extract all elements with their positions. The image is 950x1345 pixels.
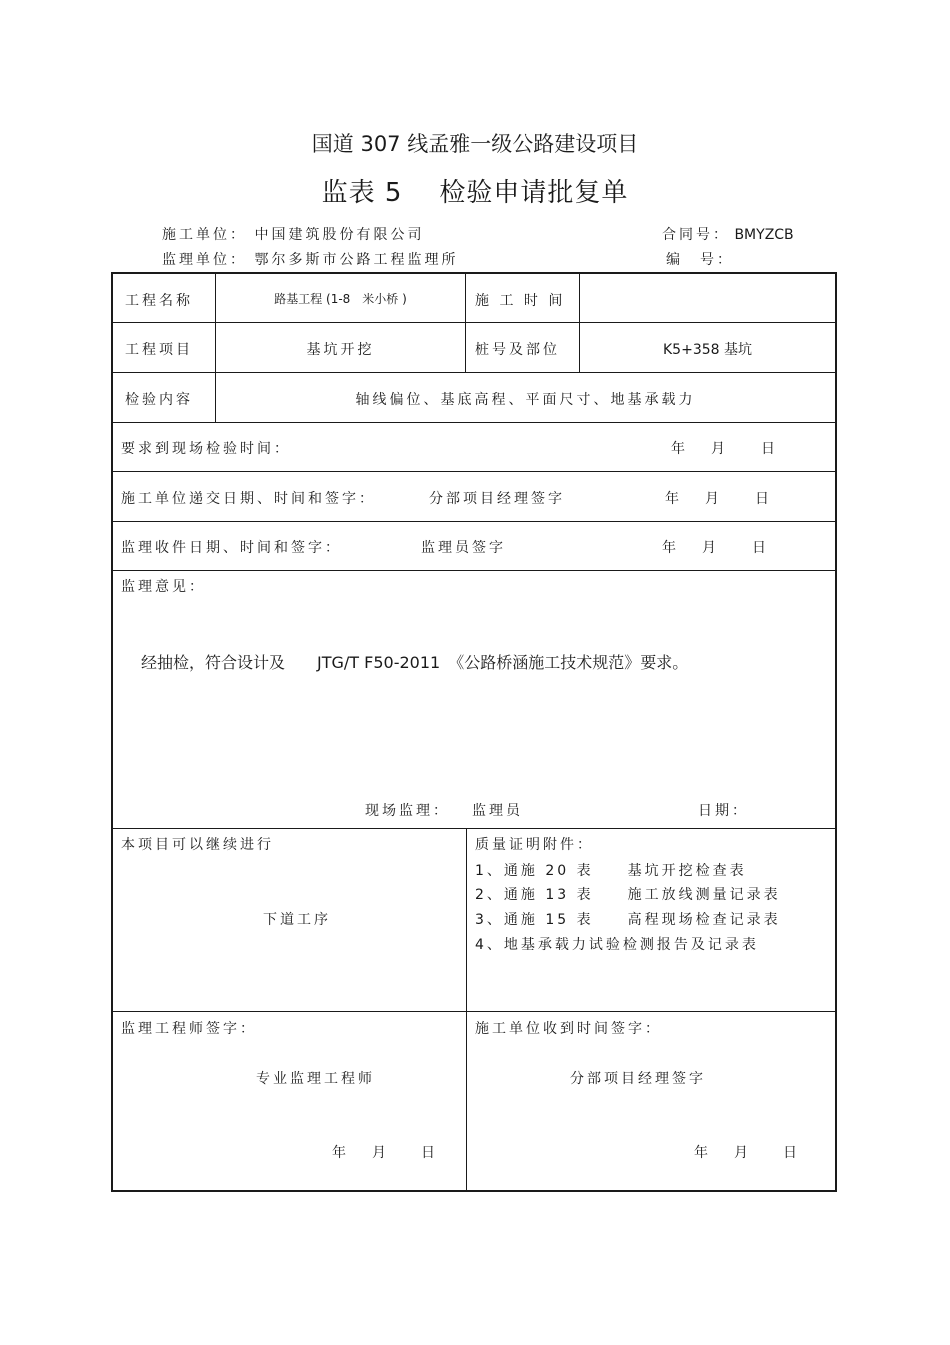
row-line-8 — [113, 1011, 835, 1012]
receive-label: 监理收件日期、时间和签字： — [121, 540, 342, 556]
row-line-6 — [113, 570, 835, 571]
approval-form-table — [111, 272, 837, 1192]
submit-month: 月 — [705, 491, 719, 507]
contractor-receipt-label: 施工单位收到时间签字： — [475, 1021, 662, 1037]
document-title: 国道 307 线孟雅一级公路建设项目 — [311, 132, 639, 156]
col-line-lower — [466, 828, 467, 1190]
construction-time-label: 施 工 时 间 — [475, 293, 566, 309]
receive-signer: 监理员签字 — [421, 540, 506, 556]
inspection-content-label: 检验内容 — [125, 392, 193, 408]
row-line-5 — [113, 521, 835, 522]
attachment-item: 2、通施 13 表 施工放线测量记录表 — [475, 887, 781, 903]
receipt-month: 月 — [734, 1145, 748, 1161]
form-title: 监表 5 检验申请批复单 — [321, 178, 629, 208]
serial-label: 编 号： — [666, 252, 734, 268]
submit-day: 日 — [755, 491, 769, 507]
receive-month: 月 — [702, 540, 716, 556]
requested-year: 年 — [671, 441, 685, 457]
next-process: 下道工序 — [263, 912, 331, 928]
project-item-value: 基坑开挖 — [306, 342, 375, 358]
opinion-text: 经抽检，符合设计及 JTG/T F50-2011 《公路桥涵施工技术规范》要求。 — [141, 653, 689, 672]
supervisor-label: 监理单位： — [162, 252, 247, 268]
attachment-item: 1、通施 20 表 基坑开挖检查表 — [475, 863, 747, 879]
engineer-month: 月 — [372, 1145, 386, 1161]
supervisor-line — [162, 249, 458, 269]
contractor-receipt-signer: 分部项目经理签字 — [570, 1071, 706, 1087]
row-line-2 — [113, 372, 835, 373]
attachments-label: 质量证明附件： — [475, 837, 594, 853]
submit-year: 年 — [665, 491, 679, 507]
engineer-signer: 专业监理工程师 — [256, 1071, 375, 1087]
opinion-label: 监理意见： — [121, 579, 206, 595]
receipt-day: 日 — [783, 1145, 797, 1161]
station-value: K5+358 基坑 — [663, 342, 752, 358]
engineer-signature-label: 监理工程师签字： — [121, 1021, 257, 1037]
row-line-3 — [113, 422, 835, 423]
receive-year: 年 — [662, 540, 676, 556]
continue-label: 本项目可以继续进行 — [121, 837, 274, 853]
submit-label: 施工单位递交日期、时间和签字： — [121, 491, 376, 507]
submit-signer: 分部项目经理签字 — [429, 491, 565, 507]
contract-no: BMYZCB — [734, 227, 794, 243]
station-label: 桩号及部位 — [475, 342, 560, 358]
attachment-item: 3、通施 15 表 高程现场检查记录表 — [475, 912, 781, 928]
supervisor-name: 鄂尔多斯市公路工程监理所 — [254, 252, 459, 268]
requested-month: 月 — [711, 441, 725, 457]
receipt-year: 年 — [694, 1145, 708, 1161]
site-supervisor-label: 现场监理： — [365, 803, 450, 819]
contractor-name: 中国建筑股份有限公司 — [254, 227, 425, 243]
row-line-4 — [113, 471, 835, 472]
project-name-label: 工程名称 — [125, 293, 193, 309]
contract-no-line — [662, 224, 794, 244]
col-line-mid — [465, 274, 466, 372]
project-name-value: 路基工程 (1-8 米小桥 ) — [274, 292, 407, 306]
contractor-label: 施工单位： — [162, 227, 247, 243]
attachment-item: 4、地基承载力试验检测报告及记录表 — [475, 937, 759, 953]
row-line-7 — [113, 828, 835, 829]
receive-day: 日 — [752, 540, 766, 556]
engineer-year: 年 — [332, 1145, 346, 1161]
requested-time-label: 要求到现场检验时间： — [121, 441, 291, 457]
engineer-day: 日 — [421, 1145, 435, 1161]
row-line-1 — [113, 322, 835, 323]
requested-day: 日 — [761, 441, 775, 457]
project-item-label: 工程项目 — [125, 342, 193, 358]
contractor-line — [162, 224, 424, 244]
contract-no-label: 合同号： — [662, 227, 730, 243]
site-supervisor-signer: 监理员 — [472, 803, 523, 819]
site-date-label: 日期： — [698, 803, 749, 819]
inspection-content-value: 轴线偏位、基底高程、平面尺寸、地基承载力 — [355, 392, 696, 408]
